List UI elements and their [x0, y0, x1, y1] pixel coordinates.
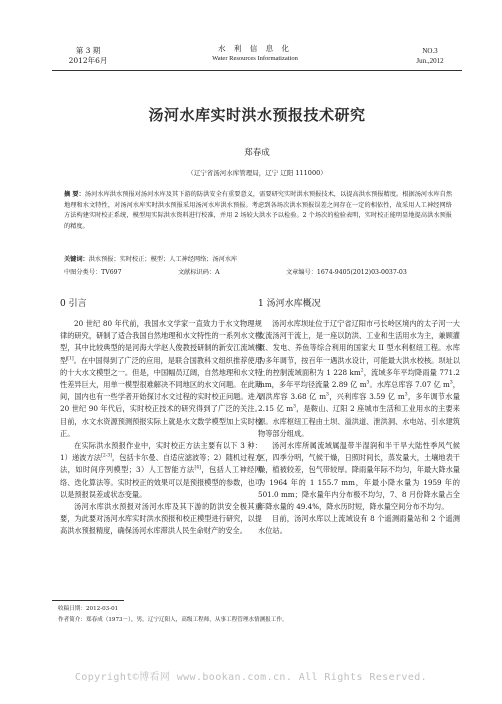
issue-date-en: Jun.,2012: [416, 57, 444, 65]
section-heading-reservoir-overview: 1 汤河水库概况: [258, 299, 321, 309]
author-bio: 作者简介：郑春成（1973－），男，辽宁辽阳人，高级工程师，从事工程管理水情测报工作。: [58, 617, 288, 623]
keywords-label: 关键词：: [64, 256, 89, 263]
keywords-text: 洪水预报；实时校正；模型；人工神经网络；汤河水库: [88, 256, 238, 263]
citation-2-3: [2-3]: [101, 453, 112, 459]
abstract-label: 摘 要：: [64, 191, 85, 198]
citation-4: [4]: [194, 466, 201, 472]
clc-number: 中图分类号：TV697: [64, 269, 122, 276]
footnote-divider: [52, 600, 124, 601]
paper-author: 郑春成: [244, 148, 270, 158]
received-date: 收稿日期：2012-03-01: [58, 606, 119, 612]
issue-number-cn: 第 3 期: [75, 46, 101, 55]
paper-title: 汤河水库实时洪水预报技术研究: [148, 106, 366, 124]
author-affiliation: （辽宁省汤河水库管理局，辽宁 辽阳 111000）: [187, 169, 327, 177]
article-number: 文章编号：1674-9405(2012)03-0037-03: [286, 269, 407, 276]
issue-number-en: NO.3: [422, 47, 438, 55]
intro-paragraph-1: 20 世纪 80 年代前，我国水文学家一直致力于水文物理规律的研究，研制了适合我国自然地理和水文特性的一系列水文模型，其中比较典型的是河海大学赵人俊教授研制的新安江流域模型[1]。在中国得到了广泛的应用，是联合国教科文组织推荐使用的十大水文模型之一。但是，中国幅员辽阔，自然地理和水文特性差异巨大，用单一模型很难解决不同地区的水文问题。在此期间，国内也有一些学者开始探讨水文过程的实时校正问题。进入 20 世纪 90 年代后，实时校正技术的研究得到了广泛的关注。目前，水文水资源预测预报实际上就是水文数学模型加上实时校正。: [60, 319, 262, 438]
issue-info-cn: [58, 46, 118, 66]
overview-paragraph-2: 汤河水库所属流域属温带半湿润和半干旱大陆性季风气候区，四季分明，气候干燥，日照时间长，蒸发量大，土壤地表干燥，植被较差，包气带较厚。降雨量年际不均匀，年最大降水量为 1964 年的 1 155.7 mm，年最小降水量为 1959 年的 501.0 mm；降水量年内分布极不均匀，7、8 月份降水量占全年降水量的 49.4%，降水历时短，降水量空间分布不均匀。: [258, 441, 460, 512]
abstract-text: 汤河水库洪水预报对汤河水库及其下游的防洪安全有重要意义，需要研究实时洪水预报技术，以提高洪水预报精度。根据汤河水库自然地理和水文特性，对汤河水库实时洪水预报采用汤河水库洪水预报。考虑到各场次洪水预报误差之间存在一定的相依性，故采用人工神经网络方法构建实时校正系统，模型用实际洪水资料进行校准，并用 2 场较大洪水予以检验。2 个场次的检验表明，实时校正能明显地提高洪水预报的精度。: [64, 191, 453, 230]
journal-name-cn: 水 利 信 息 化: [217, 44, 293, 53]
document-code: 文献标识码：A: [178, 269, 220, 276]
issue-date-cn: 2012年6月: [68, 56, 108, 65]
copyright-watermark: Copyright©博看网 www.bookan.com.cn. All Rights Reserved.: [74, 672, 428, 683]
section-heading-introduction: 0 引言: [60, 299, 87, 309]
citation-1: [1]: [67, 356, 74, 362]
issue-info-en: [400, 46, 460, 66]
overview-paragraph-3: 目前，汤河水库以上流域设有 8 个遥测雨量站和 2 个遥测水位站。: [258, 514, 460, 536]
keywords: [64, 255, 452, 265]
header-divider: [52, 70, 462, 71]
intro-paragraph-3: 汤河水库洪水预报对汤河水库及其下游的防洪安全极其重要，为此要对汤河水库实时洪水预报和校正模型进行研究，以提高洪水预报精度，确保汤河水库滞洪人民生命财产的安全。: [60, 502, 262, 536]
abstract: [64, 190, 452, 232]
right-column-body: [258, 318, 460, 538]
journal-name: [170, 44, 340, 64]
left-column-body: [60, 318, 262, 538]
journal-name-en: Water Resources Informatization: [212, 55, 298, 62]
overview-paragraph-1: 汤河水库坝址位于辽宁省辽阳市弓长岭区境内的太子河一大支流汤河干流上，是一座以防洪、工业和生活用水为主，兼顾灌溉、发电、养鱼等综合利用的国家大 II 型水利枢纽工程。水库为多年调节，按百年一遇洪水设计，可能最大洪水校核。坝址以上的控制流域面积为 1 228 $km^2$，流域多年平均降雨量 771.2 mm，多年平均径流量 2.89 亿 $m^3$。水库总库容 7.07 亿 $m^3$，调洪库容 3.68 亿 $m^3$，兴利库容 3.59 亿 $m^3$，多年调节水量 2.15 亿 $m^3$，是鞍山、辽阳 2 座城市生活和工业用水的主要来源。水库枢纽工程由土坝、溢洪道、泄洪洞、水电站、引水建筑物等部分组成。: [258, 319, 460, 438]
intro-paragraph-2: 在实际洪水预报作业中，实时校正方法主要有以下 3 种：1）递波方法[2-3]，包括卡尔曼、自适应滤波等；2）随机过程方法，如时间序列模型；3）人工智能方法[4]，包括人工神经网络、迭化算法等。实时校正的效果可以是预报模型的参数，也可以是预报误差或状态变量。: [60, 441, 263, 499]
